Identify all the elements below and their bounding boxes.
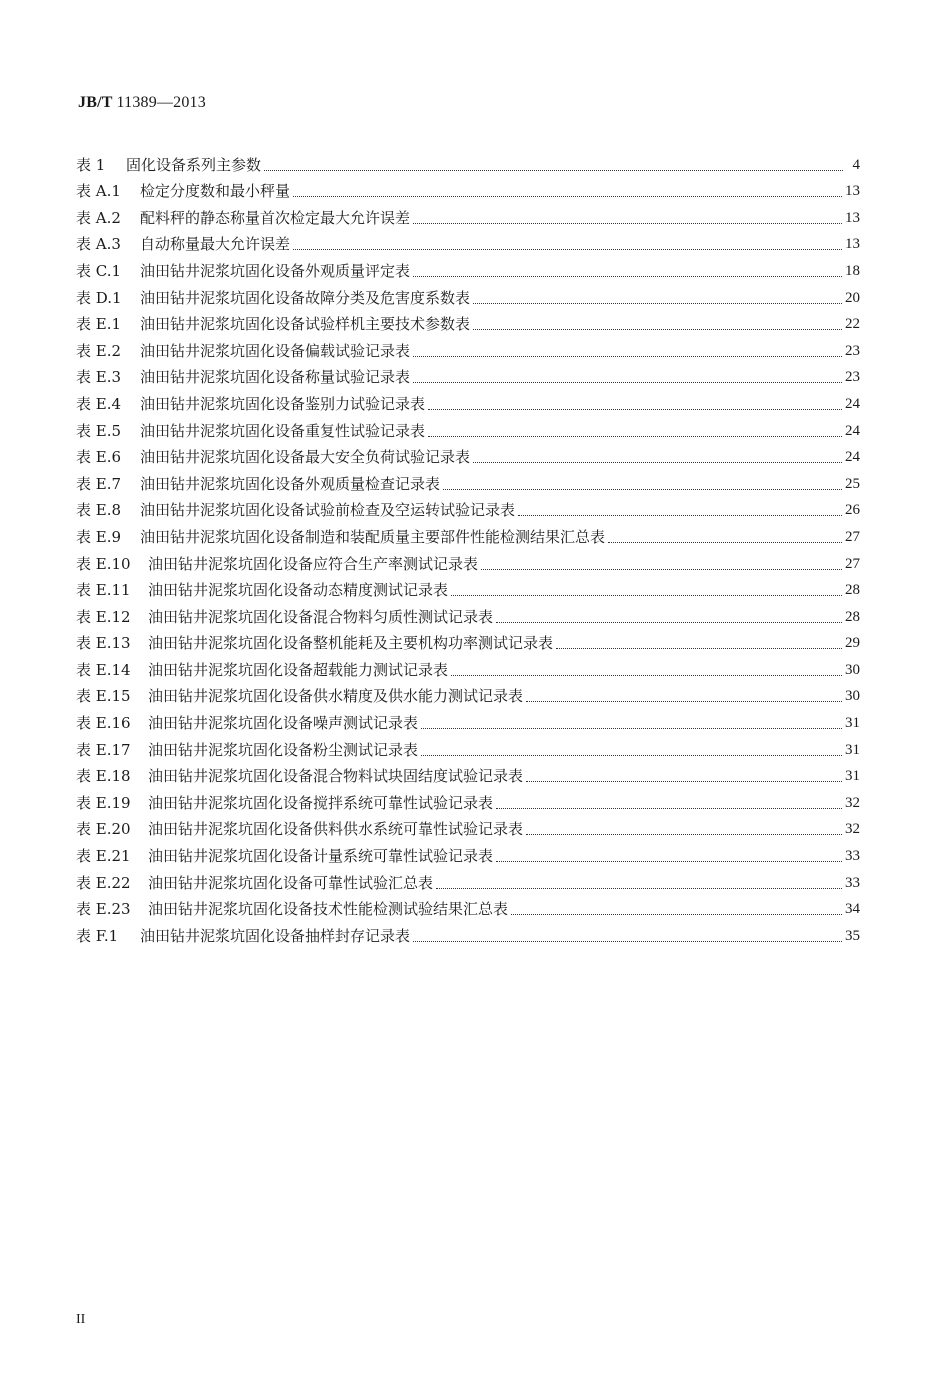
toc-entry[interactable] [76,680,860,707]
toc-entry-label: 表 E.20 [76,820,131,839]
toc-dot-leader [428,436,842,437]
toc-entry[interactable] [76,813,860,840]
toc-entry-label: 表 E.4 [76,394,122,413]
toc-entry[interactable] [76,919,860,946]
toc-entry-label: 表 E.21 [76,847,131,866]
toc-entry[interactable] [76,361,860,388]
toc-entry-title: 检定分度数和最小秤量 [140,182,291,201]
toc-entry-page: 23 [845,342,860,359]
toc-entry-label: 表 E.5 [76,421,122,440]
toc-entry-title: 油田钻井泥浆坑固化设备鉴别力试验记录表 [140,394,426,413]
toc-dot-leader [443,489,842,490]
toc-entry[interactable] [76,893,860,920]
toc-entry[interactable] [76,281,860,308]
toc-entry-page: 24 [845,422,860,439]
toc-entry-label: 表 A.1 [76,182,121,201]
toc-entry-page: 27 [845,555,860,572]
toc-entry-page: 26 [845,502,860,519]
toc-entry-title: 油田钻井泥浆坑固化设备混合物料匀质性测试记录表 [148,607,494,626]
toc-entry-label: 表 E.6 [76,448,122,467]
toc-entry-label: 表 E.14 [76,660,131,679]
toc-entry[interactable] [76,547,860,574]
toc-entry-label: 表 E.23 [76,900,131,919]
toc-entry-page: 13 [845,236,860,253]
toc-dot-leader [436,888,842,889]
toc-dot-leader [413,941,842,942]
toc-dot-leader [428,409,842,410]
toc-entry[interactable] [76,839,860,866]
toc-entry-page: 33 [845,874,860,891]
toc-dot-leader [451,595,842,596]
toc-dot-leader [413,223,842,224]
toc-dot-leader [496,622,842,623]
toc-entry[interactable] [76,467,860,494]
toc-entry-page: 35 [845,927,860,944]
toc-entry[interactable] [76,786,860,813]
toc-entry[interactable] [76,627,860,654]
toc-entry-label: 表 D.1 [76,288,122,307]
toc-entry-title: 油田钻井泥浆坑固化设备动态精度测试记录表 [148,581,449,600]
toc-entry-title: 油田钻井泥浆坑固化设备计量系统可靠性试验记录表 [148,847,494,866]
toc-entry-page: 31 [845,715,860,732]
toc-dot-leader [526,834,842,835]
toc-entry[interactable] [76,228,860,255]
toc-entry-page: 29 [845,635,860,652]
toc-entry-title: 自动称量最大允许误差 [140,235,291,254]
toc-entry[interactable] [76,866,860,893]
toc-dot-leader [473,462,842,463]
toc-entry[interactable] [76,653,860,680]
toc-dot-leader [413,382,842,383]
toc-dot-leader [421,728,842,729]
toc-entry-label: 表 1 [76,155,106,174]
toc-entry-label: 表 E.17 [76,740,131,759]
toc-entry-label: 表 E.12 [76,607,131,626]
toc-entry-title: 油田钻井泥浆坑固化设备供水精度及供水能力测试记录表 [148,687,524,706]
toc-entry[interactable] [76,441,860,468]
toc-dot-leader [473,303,842,304]
toc-entry-title: 油田钻井泥浆坑固化设备搅拌系统可靠性试验记录表 [148,793,494,812]
toc-entry-label: 表 F.1 [76,926,119,945]
toc-dot-leader [496,861,842,862]
toc-entry-page: 33 [845,848,860,865]
toc-dot-leader [526,781,842,782]
toc-entry-label: 表 E.22 [76,873,131,892]
toc-entry-title: 油田钻井泥浆坑固化设备外观质量检查记录表 [140,474,441,493]
toc-entry-title: 油田钻井泥浆坑固化设备制造和装配质量主要部件性能检测结果汇总表 [140,527,606,546]
toc-entry-label: 表 E.19 [76,793,131,812]
standard-number: 11389—2013 [116,94,206,111]
toc-entry[interactable] [76,148,860,175]
toc-dot-leader [556,648,842,649]
table-of-contents [76,148,860,946]
toc-entry-page: 13 [845,183,860,200]
toc-entry-title: 油田钻井泥浆坑固化设备噪声测试记录表 [148,714,419,733]
toc-entry[interactable] [76,387,860,414]
toc-entry-title: 油田钻井泥浆坑固化设备抽样封存记录表 [140,926,411,945]
toc-entry[interactable] [76,520,860,547]
document-header [78,94,206,112]
toc-entry-page: 24 [845,449,860,466]
toc-entry[interactable] [76,706,860,733]
toc-entry[interactable] [76,733,860,760]
toc-entry[interactable] [76,308,860,335]
toc-entry-title: 油田钻井泥浆坑固化设备混合物料试块固结度试验记录表 [148,767,524,786]
toc-dot-leader [608,542,842,543]
toc-entry-title: 油田钻井泥浆坑固化设备供料供水系统可靠性试验记录表 [148,820,524,839]
toc-entry-page: 22 [845,316,860,333]
toc-entry-page: 24 [845,395,860,412]
toc-entry-page: 30 [845,688,860,705]
toc-entry-page: 18 [845,262,860,279]
toc-entry-page: 32 [845,821,860,838]
toc-entry-title: 油田钻井泥浆坑固化设备超载能力测试记录表 [148,660,449,679]
toc-entry-page: 31 [845,741,860,758]
toc-entry-page: 25 [845,475,860,492]
toc-entry-page: 34 [845,901,860,918]
toc-entry[interactable] [76,334,860,361]
toc-entry-label: 表 A.3 [76,235,121,254]
toc-entry[interactable] [76,760,860,787]
toc-entry-label: 表 A.2 [76,208,121,227]
toc-entry-page: 32 [845,794,860,811]
toc-entry-label: 表 E.16 [76,714,131,733]
standard-code: JB/T [78,94,113,111]
page-number: II [76,1312,86,1327]
toc-entry-label: 表 E.13 [76,634,131,653]
toc-entry-page: 31 [845,768,860,785]
toc-entry-page: 27 [845,528,860,545]
toc-entry-title: 油田钻井泥浆坑固化设备技术性能检测试验结果汇总表 [148,900,509,919]
toc-dot-leader [413,276,842,277]
toc-entry-page: 4 [852,156,860,173]
toc-entry[interactable] [76,254,860,281]
toc-dot-leader [526,701,842,702]
toc-entry-title: 油田钻井泥浆坑固化设备最大安全负荷试验记录表 [140,448,471,467]
toc-dot-leader [496,808,842,809]
toc-dot-leader [413,356,842,357]
toc-entry-label: 表 E.18 [76,767,131,786]
toc-entry[interactable] [76,574,860,601]
toc-entry-title: 油田钻井泥浆坑固化设备可靠性试验汇总表 [148,873,434,892]
toc-entry-title: 油田钻井泥浆坑固化设备偏载试验记录表 [140,341,411,360]
toc-entry-label: 表 C.1 [76,261,122,280]
toc-entry-page: 13 [845,209,860,226]
toc-entry-label: 表 E.7 [76,474,122,493]
toc-entry[interactable] [76,175,860,202]
toc-entry-title: 油田钻井泥浆坑固化设备应符合生产率测试记录表 [148,554,479,573]
toc-dot-leader [293,196,842,197]
toc-entry-page: 28 [845,608,860,625]
toc-entry[interactable] [76,201,860,228]
toc-entry-page: 30 [845,661,860,678]
toc-entry-page: 23 [845,369,860,386]
toc-entry-label: 表 E.1 [76,315,122,334]
toc-dot-leader [473,329,842,330]
toc-dot-leader [421,755,842,756]
toc-entry-label: 表 E.15 [76,687,131,706]
toc-dot-leader [451,675,842,676]
toc-entry-title: 油田钻井泥浆坑固化设备整机能耗及主要机构功率测试记录表 [148,634,554,653]
toc-entry-label: 表 E.10 [76,554,131,573]
toc-entry[interactable] [76,494,860,521]
toc-entry-title: 油田钻井泥浆坑固化设备称量试验记录表 [140,368,411,387]
toc-entry-label: 表 E.11 [76,581,131,600]
toc-entry-title: 油田钻井泥浆坑固化设备外观质量评定表 [140,261,411,280]
toc-entry-title: 油田钻井泥浆坑固化设备故障分类及危害度系数表 [140,288,471,307]
toc-entry-title: 油田钻井泥浆坑固化设备试验前检查及空运转试验记录表 [140,501,516,520]
toc-entry-title: 油田钻井泥浆坑固化设备粉尘测试记录表 [148,740,419,759]
toc-entry-page: 20 [845,289,860,306]
toc-entry-label: 表 E.3 [76,368,122,387]
toc-dot-leader [481,569,842,570]
toc-entry-label: 表 E.8 [76,501,122,520]
toc-entry-label: 表 E.2 [76,341,122,360]
toc-entry-title: 油田钻井泥浆坑固化设备试验样机主要技术参数表 [140,315,471,334]
toc-entry-page: 28 [845,582,860,599]
toc-dot-leader [293,249,842,250]
toc-entry[interactable] [76,414,860,441]
toc-entry-title: 配料秤的静态称量首次检定最大允许误差 [140,208,411,227]
toc-entry-title: 油田钻井泥浆坑固化设备重复性试验记录表 [140,421,426,440]
toc-entry-title: 固化设备系列主参数 [126,155,262,174]
toc-dot-leader [518,515,842,516]
toc-dot-leader [264,170,843,171]
toc-entry[interactable] [76,600,860,627]
toc-entry-label: 表 E.9 [76,527,122,546]
toc-dot-leader [511,914,842,915]
